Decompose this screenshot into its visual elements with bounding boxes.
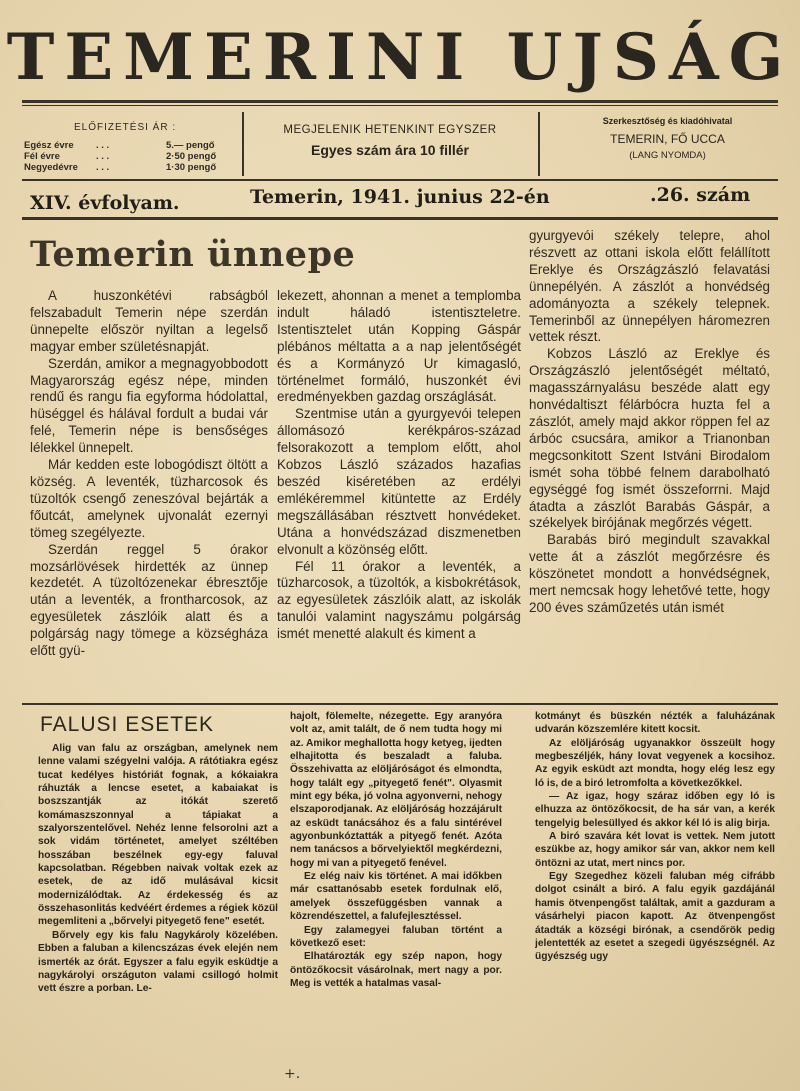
dateline-rule [22,217,778,220]
masthead-title: TEMERINI UJSÁG [6,20,794,95]
price-label: Egész évre [24,140,74,151]
article-column [529,228,770,698]
paragraph: A biró szavára két lovat is vettek. Nem jutott eszükbe az, hogy amikor sár van, akkor nem kell öntözni az utat, mert nincs por. [535,831,775,869]
paragraph: kotmányt és büszkén nézték a faluházának udvarán közszemlére kitett kocsit. [535,711,775,736]
price-row [24,140,215,151]
header-rule [22,179,778,181]
footer-mark: +. [284,1066,301,1082]
paragraph: gyurgyevói székely telepre, ahol részvett az ottani iskola előtt felállított Ereklye és Országzászló felavatási ünnepélyén. A zászlót a honvédség adományozta a székely telepnek. Temerinből az ünnepélyen háromezren vettek részt. [529,228,770,345]
price-label: Negyedévre [24,162,78,173]
paragraph: Alig van falu az országban, amelynek nem lenne valami szégyelni valója. A rátótiakra egész tucat kedélyes históriát fognak, a kókaiakra ráhuzták a lencse esetet, a kabaiakat is boszszantják az itókát szerető komámaszszonnyal a tápiakat a szalyorszentelővel. Nehéz lenne felsorolni azt a sok vidám történetet, amelyet széltében hosszában beszélnek egy-egy faluval kapcsolatban. Régebben naivak voltak ezek az esetek, de az idő mulásával kicsit modernizálódtak. Az érdekesség és az összehasonlitás kedvéért érdemes a régiek közül megemliteni a „bőrvelyi pityegető fene" esetét. [38,743,278,928]
paragraph: Kobzos László az Ereklye és Országzászló jelentőségét méltató, magasszárnyalásu beszéde alatt egy honvédaltiszt félárbócra huzta fel a zászlót, amely majd akkor röppen fel az árbóc csucsára, amikor a Trianonban megcsonkitott Szent Istváni Birodalom ismét soha többé felnem darabolható egységgé fog ismét összeforrni. Majd átadta a zászlót Barabás Gáspár, a székelyek birójának megőrzés végett. [529,346,770,531]
price-row [24,151,216,162]
publication-frequency: MEGJELENIK HETENKINT EGYSZER [283,124,497,136]
price-dots: . . . [96,140,110,151]
price-value: 5.— pengő [166,140,215,151]
price-value: 1·30 pengő [166,162,217,173]
price-dots: . . . [96,151,110,162]
issue-number: .26. szám [650,184,751,206]
paragraph: Szentmise után a gyurgyevói telepen állomásozó kerékpáros-század felsorakozott a templom előtt, ahol Kobzos László százados hazafias beszéd kiséretében az erdélyi emlékéremmel kitüntette az Erdély megszállásában résztvett honvédeket. Utána a honvédszázad diszmenetben elvonult a közönség előtt. [277,406,521,557]
paragraph: — Az igaz, hogy száraz időben egy ló is elhuzza az öntözőkocsit, de ha sár van, a kerék tengelyig belesüllyed és akkor kél ló is alig birja. [535,791,775,829]
price-row [24,162,216,173]
editorial-printer: (LANG NYOMDA) [629,150,706,161]
article-column [38,742,278,1080]
subscription-heading: ELŐFIZETÉSI ÁR : [74,122,177,133]
masthead-rule [22,100,778,103]
volume-label: XIV. évfolyam. [30,192,180,214]
price-dots: . . . [96,162,110,173]
paragraph: Elhatározták egy szép napon, hogy öntözőkocsit vásárolnak, mert nagy a por. Meg is vették a hatalmas vasal- [290,951,502,989]
paragraph: Szerdán reggel 5 órakor mozsárlövések hirdették az ünnep kezdetét. A tüzoltózenekar ébresztője után a leventék, a frontharcosok, az egyesületek zászlóik alatt és a polgárság nagy tömege a községháza előtt gyü- [30,541,268,659]
paragraph: Egy Szegedhez közeli faluban még cifrább dolgot csinált a biró. A falu egyik gazdájánál hamis ötvenpengőst találtak, amit a gazduram a vásárhelyi piacon kapott. Az ötvenpengőst átadták a községi birónak, a csendőrök pedig jelentették az esetet a szegedi ügyészségnél. Az ügyészség ugy [535,871,775,963]
issue-date: Temerin, 1941. junius 22-én [250,186,550,208]
paragraph: lekezett, ahonnan a menet a templomba indult háladó istentiszteletre. Istentisztelet után Kopping Gáspár plébános méltatta a a nap jelentőségét és a Kormányzó Ur kimagasló, történelmet formáló, huszonkét évi eredményekben gazdag országlását. [277,288,521,405]
section-title: FALUSI ESETEK [40,713,215,736]
article-title: Temerin ünnepe [30,234,356,275]
masthead-rule-thin [22,105,778,106]
paragraph: Már kedden este lobogódiszt öltött a község. A leventék, tüzharcosok és tüzoltók csengő zeneszóval bejárták a főutcát, amelynek ujvonalát ezernyi tömeg szegélyezte. [30,457,268,540]
editorial-address: TEMERIN, FŐ UCCA [610,132,725,146]
paragraph: Bőrvely egy kis falu Nagykároly közelében. Ebben a faluban a kilencszázas évek elején nem ismerték az órát. Egyszer a falu egyik esküdtje a nagykárolyi országuton valami csillogó holmit vett észre a porban. Le- [38,929,278,995]
paragraph: Szerdán, amikor a megnagyobbodott Magyarország egész népe, minden rendű és rangu fia egyforma hódolattal, hüséggel és hálával fordult a budai vár felé, Temerin népe is bensőséges lélekkel ünnepelt. [30,355,268,456]
article-column [277,288,521,698]
paragraph: Barabás biró megindult szavakkal vette át a zászlót megőrzésre és köszönetet mondott a honvédségnek, mert nemcsak hogy lehetővé tette, hogy 200 éves száműzetés után ismét [529,532,770,615]
subscription-box [22,108,242,180]
section-rule [22,703,778,705]
article-column [30,288,268,698]
paragraph: A huszonkétévi rabságból felszabadult Temerin népe szerdán ünnepelte először nyiltan a legelső magyar ember születésnapját. [30,288,268,354]
editorial-office: Szerkesztőség és kiadóhivatal [602,116,733,126]
publication-price: Egyes szám ára 10 fillér [311,142,469,158]
price-label: Fél évre [24,151,60,162]
paragraph: hajolt, fölemelte, nézegette. Egy aranyóra volt az, amit talált, de ő nem tudta hogy mi az. Amikor meghallotta hogy ketyeg, ijedten elhajitotta és beszaladt a faluba. Összehivatta az elöljáróságot és elmondta, hogy talált egy „pityegető fenét". Olyasmit mint egy béka, jó volna agyonverni, nehogy elszaporodjanak. Az elöljáróság hozzájárult az esküdt tanácsához és a falu sintérével agyonbunkóztatták a pityegő fenét. Azóta nem tanácsos a bőrvelyiektől megkérdezni, hogy mi van a pityegető fenével. [290,711,502,869]
price-value: 2·50 pengő [166,151,217,162]
article-column [290,710,502,1080]
paragraph: Fél 11 órakor a leventék, a tüzharcosok, a tüzoltók, a kisbokrétások, az egyesületek zászlóik alatt, az iskolák tanulói valamint nagyszámu polgárság ismét menetté alakult és kiment a [277,558,521,642]
paragraph: Ez elég naiv kis történet. A mai időkben már csattanósabb esetek fordulnak elő, amelyek összefüggésben vannak a közrendészettel, a falufejlesztéssel. [290,871,502,923]
paragraph: Egy zalamegyei faluban történt a következő eset: [290,924,502,949]
article-column [535,710,775,1080]
paragraph: Az elöljáróság ugyanakkor összeült hogy megbeszéljék, hány lovat vegyenek a kocsihoz. Az egyik esküdt azt mondta, hogy elég lesz egy ló is, de a biró letromfolta a következőkkel. [535,737,775,789]
